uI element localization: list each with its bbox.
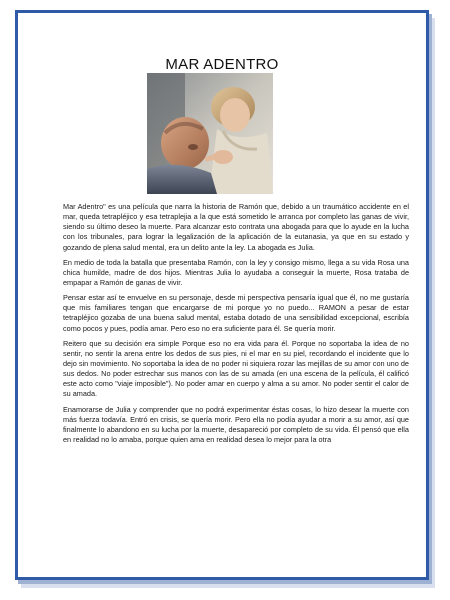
paragraph: Enamorarse de Julia y comprender que no podrá experimentar éstas cosas, lo hizo desear la muerte con más fuerza todavía. Entró en crisis, se quería morir. Pero ella no podía ayudar a morir a su amor, así que finalmente lo abandono en su lucha por la muerte, desapareció por completo de su vida. Él pensó que ella en realidad no lo amaba, porque quien ama en realidad desea lo mejor para la otra bbox=[63, 404, 409, 444]
paragraph: En medio de toda la batalla que presentaba Ramón, con la ley y consigo mismo, llega a su vida Rosa una chica humilde, madre de dos hijos. Mientras Julia lo ayudaba a conseguir la muerte, Rosa trataba de empapar a Ramón de ganas de vivir. bbox=[63, 257, 409, 287]
paragraph: Pensar estar así te envuelve en su personaje, desde mi perspectiva pensaría igual que él, no me gustaría que mis familiares tengan que encargarse de mi porque yo no puedo... RAMON a pesar de estar tetrapléjico gozaba de una buena salud mental, estaba dotado de una sensibilidad excepcional, escribía como pocos y pues, podía amar. Pero eso no era suficiente para él. Se quería morir. bbox=[63, 293, 409, 333]
film-still-image bbox=[147, 73, 273, 194]
paragraph: Reitero que su decisión era simple Porque eso no era vida para él. Porque no soportaba la idea de no sentir, no sentir la arena entre los dedos de sus pies, ni el mar en su piel, recordando el incidente que lo dejo sin movimiento. No soportaba la idea de no poder ni siquiera rozar las mejillas de su amor con uno de sus dedos. No poder estrechar sus manos con las de su amada (en una escena de la película, él calificó este acto como "viaje imposible"). No poder amar en cuerpo y alma a su amor. No poder sentir el calor de su amada. bbox=[63, 338, 409, 399]
document-title: MAR ADENTRO bbox=[165, 56, 279, 73]
document-body bbox=[63, 202, 409, 450]
paragraph: Mar Adentro" es una película que narra la historia de Ramón que, debido a un traumático accidente en el mar, queda tetrapléjico y esa tetraplejia a la que está sometido le arranca por completo las ganas de vivir, siendo su último deseo la muerte. Para alcanzar esto contrata una abogada para que lo ayude en la lucha con los tribunales, para lograr la legalización de la aplicación de la eutanasia, ya que en su estado y gozando de plena salud mental, era un delito ante la ley. La abogada es Julia. bbox=[63, 202, 409, 252]
document-frame bbox=[15, 10, 429, 580]
